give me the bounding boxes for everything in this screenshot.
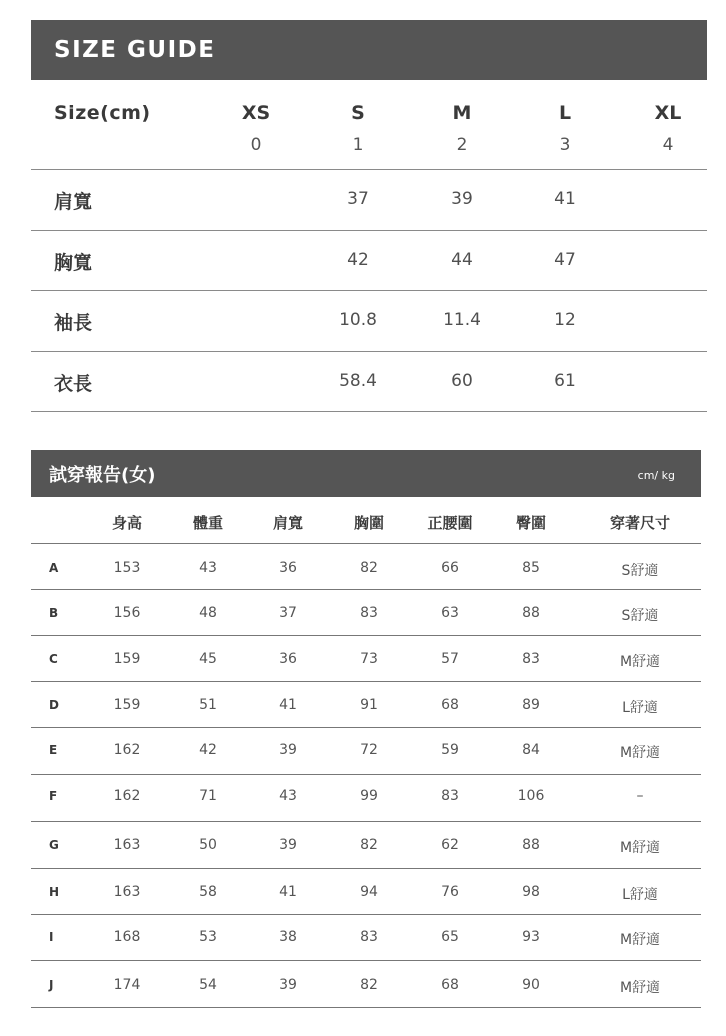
- table-row: [31, 822, 701, 869]
- size-code: M: [452, 102, 472, 124]
- cell-value: 51: [199, 697, 217, 713]
- cell-value: 53: [199, 929, 217, 945]
- measure-value: 47: [554, 249, 576, 270]
- table-row: [31, 728, 701, 775]
- fit-result: S舒適: [621, 608, 659, 624]
- measure-value: 58.4: [339, 370, 377, 391]
- cell-value: 45: [199, 651, 217, 667]
- size-code: L: [558, 102, 572, 124]
- cell-value: 83: [360, 929, 378, 945]
- cell-value: 38: [279, 929, 297, 945]
- measure-value: 61: [554, 370, 576, 391]
- cell-value: 37: [279, 605, 297, 621]
- cell-value: 84: [522, 742, 540, 758]
- fit-result: M舒適: [619, 840, 661, 856]
- measure-value: 39: [451, 189, 473, 209]
- cell-value: 73: [360, 651, 378, 667]
- cell-value: 43: [199, 560, 217, 576]
- cell-value: 90: [522, 977, 540, 993]
- cell-value: 66: [441, 560, 459, 576]
- cell-value: 68: [441, 697, 459, 713]
- try-on-report-table: [31, 450, 701, 1008]
- size-number: 1: [352, 135, 364, 155]
- measure-label: 胸寬: [54, 251, 93, 274]
- cell-value: 57: [441, 651, 459, 667]
- measure-label: 袖長: [54, 312, 93, 334]
- row-id: I: [49, 930, 54, 944]
- cell-value: 82: [360, 837, 378, 853]
- column-header-hip: 臀圍: [515, 514, 546, 532]
- cell-value: 99: [360, 788, 378, 804]
- cell-value: 62: [441, 837, 459, 853]
- cell-value: 36: [279, 560, 297, 576]
- row-id: C: [49, 652, 58, 666]
- cell-value: 88: [522, 837, 540, 853]
- size-unit-label: Size(cm): [54, 102, 151, 124]
- measure-label: 肩寬: [54, 191, 93, 213]
- cell-value: 163: [113, 837, 141, 853]
- cell-value: 39: [279, 837, 297, 853]
- column-header-size-worn: 穿著尺寸: [609, 514, 670, 532]
- cell-value: 85: [522, 560, 540, 576]
- measure-value: 10.8: [339, 310, 377, 330]
- try-on-report-body: [31, 544, 701, 1008]
- column-header-height: 身高: [111, 514, 142, 532]
- cell-value: 153: [113, 560, 141, 576]
- cell-value: 58: [199, 884, 217, 900]
- size-guide-row-chest: [31, 231, 707, 292]
- cell-value: 106: [517, 788, 545, 804]
- size-number: 0: [250, 135, 262, 155]
- fit-result: M舒適: [619, 654, 661, 670]
- fit-result: –: [636, 788, 644, 804]
- fit-result: L舒適: [622, 887, 658, 903]
- size-guide-row-sleeve: [31, 291, 707, 352]
- try-on-column-headers: [31, 497, 701, 544]
- fit-result: M舒適: [619, 980, 661, 996]
- row-id: D: [49, 698, 59, 712]
- table-row: [31, 869, 701, 915]
- cell-value: 83: [522, 651, 540, 667]
- cell-value: 162: [113, 788, 141, 804]
- size-code: XL: [654, 102, 682, 124]
- cell-value: 94: [360, 884, 378, 900]
- row-id: E: [49, 743, 58, 757]
- size-number: 3: [559, 135, 571, 155]
- cell-value: 88: [522, 605, 540, 621]
- cell-value: 168: [113, 929, 141, 945]
- table-row: [31, 682, 701, 728]
- size-guide-table: [31, 20, 707, 412]
- column-header-bust: 胸圍: [353, 514, 384, 532]
- row-id: G: [49, 838, 59, 852]
- row-id: J: [49, 978, 54, 992]
- cell-value: 83: [441, 788, 459, 804]
- column-header-waist: 正腰圍: [427, 514, 473, 532]
- cell-value: 39: [279, 742, 297, 758]
- row-id: F: [49, 789, 58, 803]
- cell-value: 42: [199, 742, 217, 758]
- size-code: S: [351, 102, 365, 124]
- cell-value: 68: [441, 977, 459, 993]
- measure-value: 12: [554, 310, 576, 330]
- measure-value: 11.4: [443, 310, 481, 330]
- table-row: [31, 544, 701, 590]
- row-id: A: [49, 561, 59, 575]
- fit-result: S舒適: [621, 563, 659, 579]
- cell-value: 98: [522, 884, 540, 900]
- size-number: 4: [662, 135, 674, 155]
- cell-value: 71: [199, 788, 217, 804]
- cell-value: 72: [360, 742, 378, 758]
- cell-value: 39: [279, 977, 297, 993]
- cell-value: 159: [113, 651, 141, 667]
- cell-value: 174: [113, 977, 141, 993]
- try-on-report-header: [31, 450, 701, 497]
- size-guide-title: SIZE GUIDE: [31, 20, 707, 80]
- cell-value: 163: [113, 884, 141, 900]
- cell-value: 76: [441, 884, 459, 900]
- column-header-shoulder: 肩寬: [272, 514, 303, 532]
- size-guide-row-length: [31, 352, 707, 413]
- cell-value: 91: [360, 697, 378, 713]
- measure-value: 60: [451, 370, 473, 391]
- fit-result: M舒適: [619, 745, 661, 761]
- cell-value: 82: [360, 977, 378, 993]
- cell-value: 41: [279, 697, 297, 713]
- fit-result: L舒適: [622, 700, 658, 716]
- cell-value: 41: [279, 884, 297, 900]
- measure-value: 37: [347, 189, 369, 209]
- column-header-weight: 體重: [192, 514, 223, 532]
- cell-value: 36: [279, 651, 297, 667]
- size-guide-size-header-row: [31, 80, 707, 170]
- row-id: B: [49, 606, 59, 620]
- cell-value: 162: [113, 742, 141, 758]
- table-row: [31, 961, 701, 1008]
- unit-label: cm/ kg: [637, 469, 675, 482]
- cell-value: 63: [441, 605, 459, 621]
- try-on-report-title: 試穿報告(女): [49, 465, 156, 486]
- measure-label: 衣長: [54, 372, 93, 395]
- table-row: [31, 915, 701, 961]
- size-number: 2: [456, 135, 468, 155]
- cell-value: 83: [360, 605, 378, 621]
- fit-result: M舒適: [619, 932, 661, 948]
- cell-value: 89: [522, 697, 540, 713]
- cell-value: 159: [113, 697, 141, 713]
- cell-value: 93: [522, 929, 540, 945]
- size-code: XS: [241, 102, 271, 124]
- table-row: [31, 775, 701, 822]
- table-row: [31, 590, 701, 636]
- cell-value: 59: [441, 742, 459, 758]
- row-id: H: [49, 885, 60, 899]
- measure-value: 41: [554, 189, 576, 209]
- cell-value: 82: [360, 560, 378, 576]
- cell-value: 50: [199, 837, 217, 853]
- cell-value: 54: [199, 977, 217, 993]
- cell-value: 65: [441, 929, 459, 945]
- cell-value: 43: [279, 788, 297, 804]
- measure-value: 42: [347, 249, 369, 270]
- cell-value: 156: [113, 605, 141, 621]
- measure-value: 44: [451, 249, 473, 270]
- cell-value: 48: [199, 605, 217, 621]
- table-row: [31, 636, 701, 682]
- size-guide-row-shoulder: [31, 170, 707, 231]
